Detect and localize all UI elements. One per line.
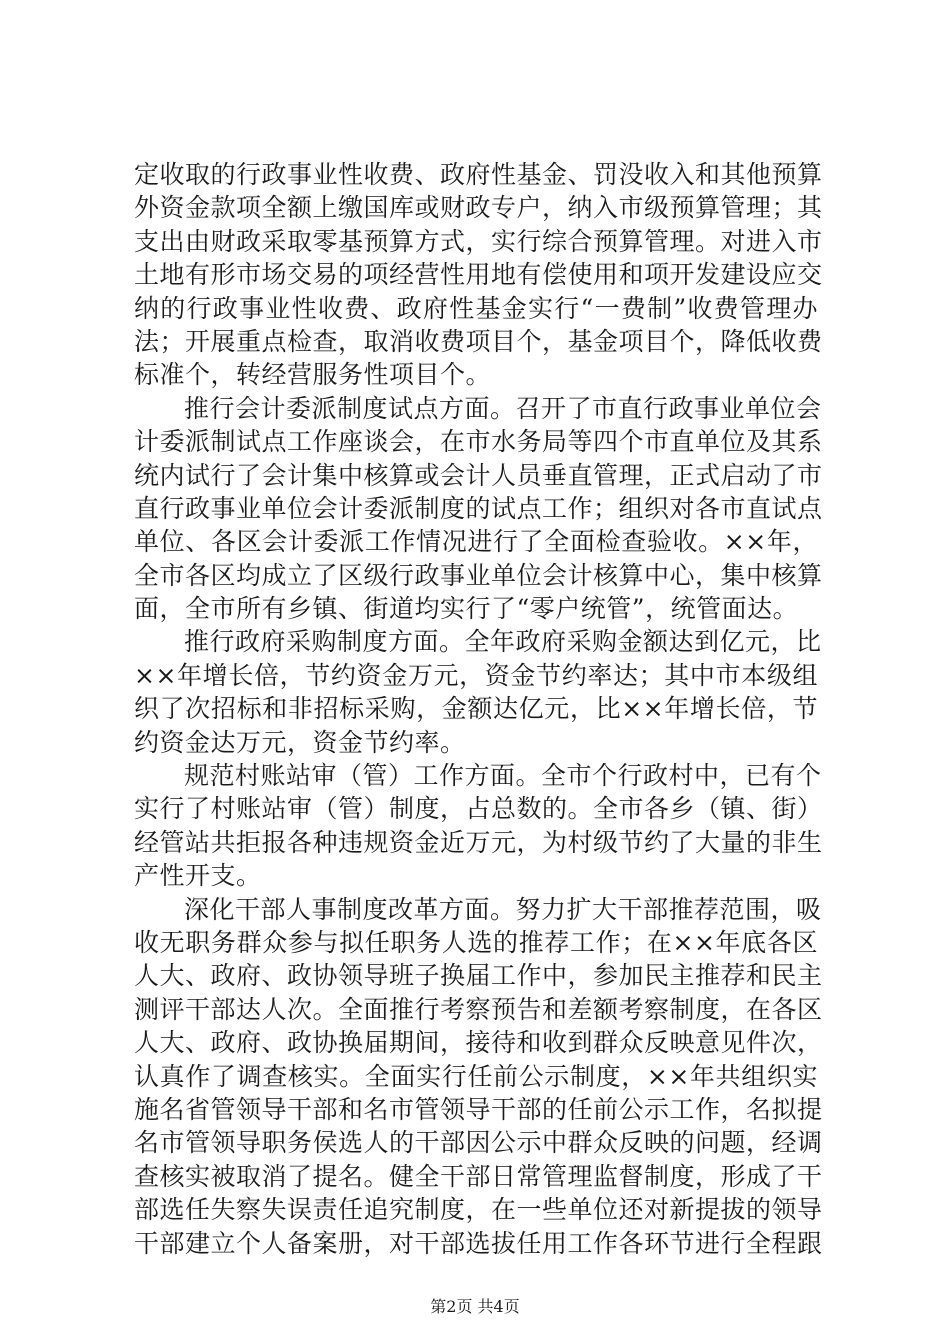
text-line: 面，全市所有乡镇、街道均实行了“零户统管”，统管面达。 [134, 594, 799, 624]
text-line: 推行会计委派制度试点方面。召开了市直行政事业单位会 [184, 393, 822, 423]
text-line: 人大、政府、政协换届期间，接待和收到群众反映意见件次， [134, 1028, 823, 1058]
text-line: 经管站共拒报各种违规资金近万元，为村级节约了大量的非生 [134, 827, 823, 857]
text-line: 干部建立个人备案册，对干部选拔任用工作各环节进行全程跟 [134, 1228, 823, 1258]
text-line: 约资金达万元，资金节约率。 [134, 727, 466, 757]
text-line: 织了次招标和非招标采购，金额达亿元，比××年增长倍，节 [134, 694, 818, 724]
text-line: ××年增长倍，节约资金万元，资金节约率达；其中市本级组 [134, 660, 818, 690]
text-line: 规范村账站审（管）工作方面。全市个行政村中，已有个 [184, 761, 822, 791]
text-line: 实行了村账站审（管）制度，占总数的。全市各乡（镇、街） [134, 794, 823, 824]
text-line: 定收取的行政事业性收费、政府性基金、罚没收入和其他预算 [134, 160, 823, 189]
body-text [134, 158, 823, 1260]
text-line: 认真作了调查核实。全面实行任前公示制度，××年共组织实 [134, 1061, 818, 1091]
text-line: 统内试行了会计集中核算或会计人员垂直管理，正式启动了市 [134, 460, 823, 490]
text-line: 深化干部人事制度改革方面。努力扩大干部推荐范围，吸 [184, 894, 822, 924]
text-line: 人大、政府、政协领导班子换届工作中，参加民主推荐和民主 [134, 961, 823, 991]
text-line: 外资金款项全额上缴国库或财政专户，纳入市级预算管理；其 [134, 193, 823, 223]
text-line: 支出由财政采取零基预算方式，实行综合预算管理。对进入市 [134, 226, 823, 256]
text-line: 施名省管领导干部和名市管领导干部的任前公示工作，名拟提 [134, 1094, 823, 1124]
text-line: 名市管领导职务侯选人的干部因公示中群众反映的问题，经调 [134, 1128, 823, 1158]
paragraph-personnel-reform [134, 893, 823, 1260]
text-line: 测评干部达人次。全面推行考察预告和差额考察制度，在各区 [134, 994, 823, 1024]
paragraph-accounting-delegation [134, 392, 823, 626]
text-line: 直行政事业单位会计委派制度的试点工作；组织对各市直试点 [134, 493, 823, 523]
page-number-label: 第2页 共4页 [430, 1297, 520, 1316]
text-line: 纳的行政事业性收费、政府性基金实行“一费制”收费管理办 [134, 293, 818, 323]
text-line: 收无职务群众参与拟任职务人选的推荐工作；在××年底各区 [134, 927, 818, 957]
text-line: 全市各区均成立了区级行政事业单位会计核算中心，集中核算 [134, 560, 823, 590]
paragraph-fees [134, 158, 823, 392]
text-line: 查核实被取消了提名。健全干部日常管理监督制度，形成了干 [134, 1161, 823, 1191]
text-line: 标准个，转经营服务性项目个。 [134, 360, 492, 390]
paragraph-government-procurement [134, 625, 822, 759]
text-line: 土地有形市场交易的项经营性用地有偿使用和项开发建设应交 [134, 260, 823, 290]
text-line: 计委派制试点工作座谈会，在市水务局等四个市直单位及其系 [134, 427, 823, 457]
text-line: 推行政府采购制度方面。全年政府采购金额达到亿元，比 [184, 627, 822, 657]
paragraph-village-accounts [134, 759, 823, 893]
text-line: 部选任失察失误责任追究制度，在一些单位还对新提拔的领导 [134, 1195, 823, 1225]
text-line: 产性开支。 [134, 861, 262, 891]
page-footer [0, 1297, 950, 1317]
text-line: 法；开展重点检查，取消收费项目个，基金项目个，降低收费 [134, 326, 823, 356]
text-line: 单位、各区会计委派工作情况进行了全面检查验收。××年， [134, 527, 818, 557]
